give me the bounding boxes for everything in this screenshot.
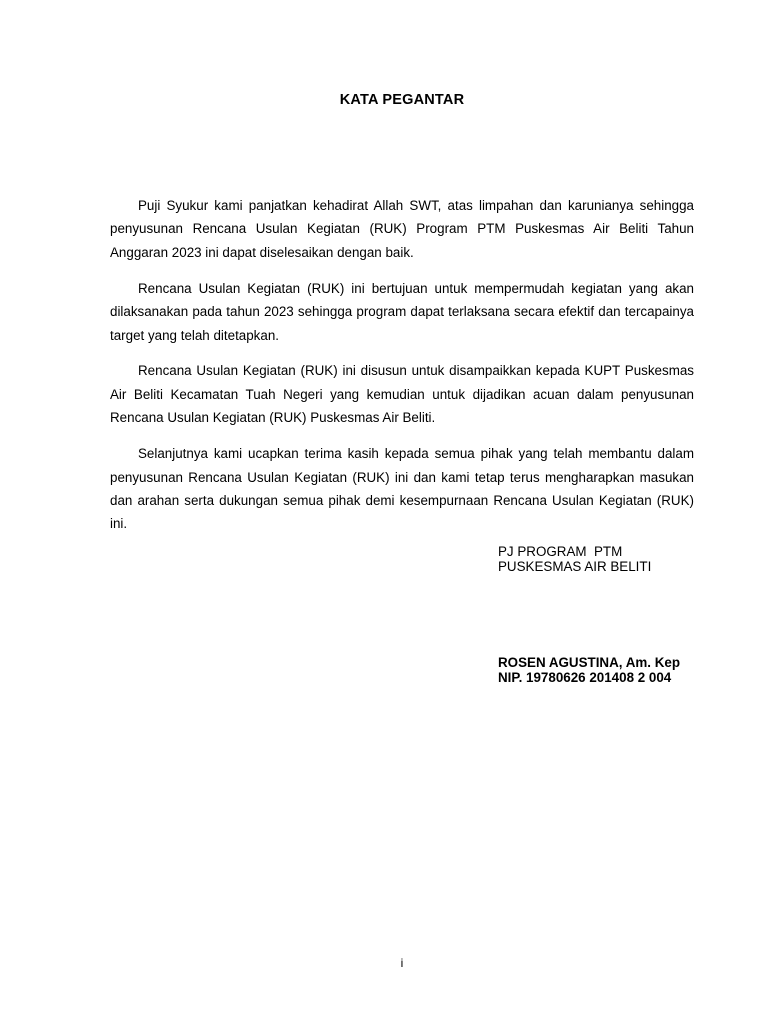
paragraph-3: Rencana Usulan Kegiatan (RUK) ini disusun untuk disampaikkan kepada KUPT Puskesmas Air Beliti Kecamatan Tuah Negeri yang kemudian untuk dijadikan acuan dalam penyusunan Rencana Usulan Kegiatan (RUK) Puskesmas Air Beliti.	[110, 363, 694, 426]
paragraph-2: Rencana Usulan Kegiatan (RUK) ini bertujuan untuk mempermudah kegiatan yang akan dilaksanakan pada tahun 2023 sehingga program dapat terlaksana secara efektif dan tercapainya target yang telah ditetapkan.	[110, 280, 694, 343]
page-title: KATA PEGANTAR	[339, 92, 465, 108]
page-number: i	[400, 956, 404, 970]
signature-header	[498, 544, 651, 574]
signature-block	[498, 655, 680, 685]
body-text	[110, 194, 694, 548]
signatory-name: ROSEN AGUSTINA, Am. Kep	[498, 655, 681, 670]
signature-position: PJ PROGRAM PTM	[498, 544, 623, 559]
paragraph-4: Selanjutnya kami ucapkan terima kasih kepada semua pihak yang telah membantu dalam penyusunan Rencana Usulan Kegiatan (RUK) ini dan kami tetap terus mengharapkan masukan dan arahan serta dukungan semua pihak demi kesempurnaan Rencana Usulan Kegiatan (RUK) ini.	[110, 446, 694, 532]
signatory-nip: NIP. 19780626 201408 2 004	[498, 670, 672, 685]
signature-institution: PUSKESMAS AIR BELITI	[498, 559, 652, 574]
paragraph-1: Puji Syukur kami panjatkan kehadirat Allah SWT, atas limpahan dan karunianya sehingga penyusunan Rencana Usulan Kegiatan (RUK) Program PTM Puskesmas Air Beliti Tahun Anggaran 2023 ini dapat diselesaikan dengan baik.	[110, 198, 694, 260]
